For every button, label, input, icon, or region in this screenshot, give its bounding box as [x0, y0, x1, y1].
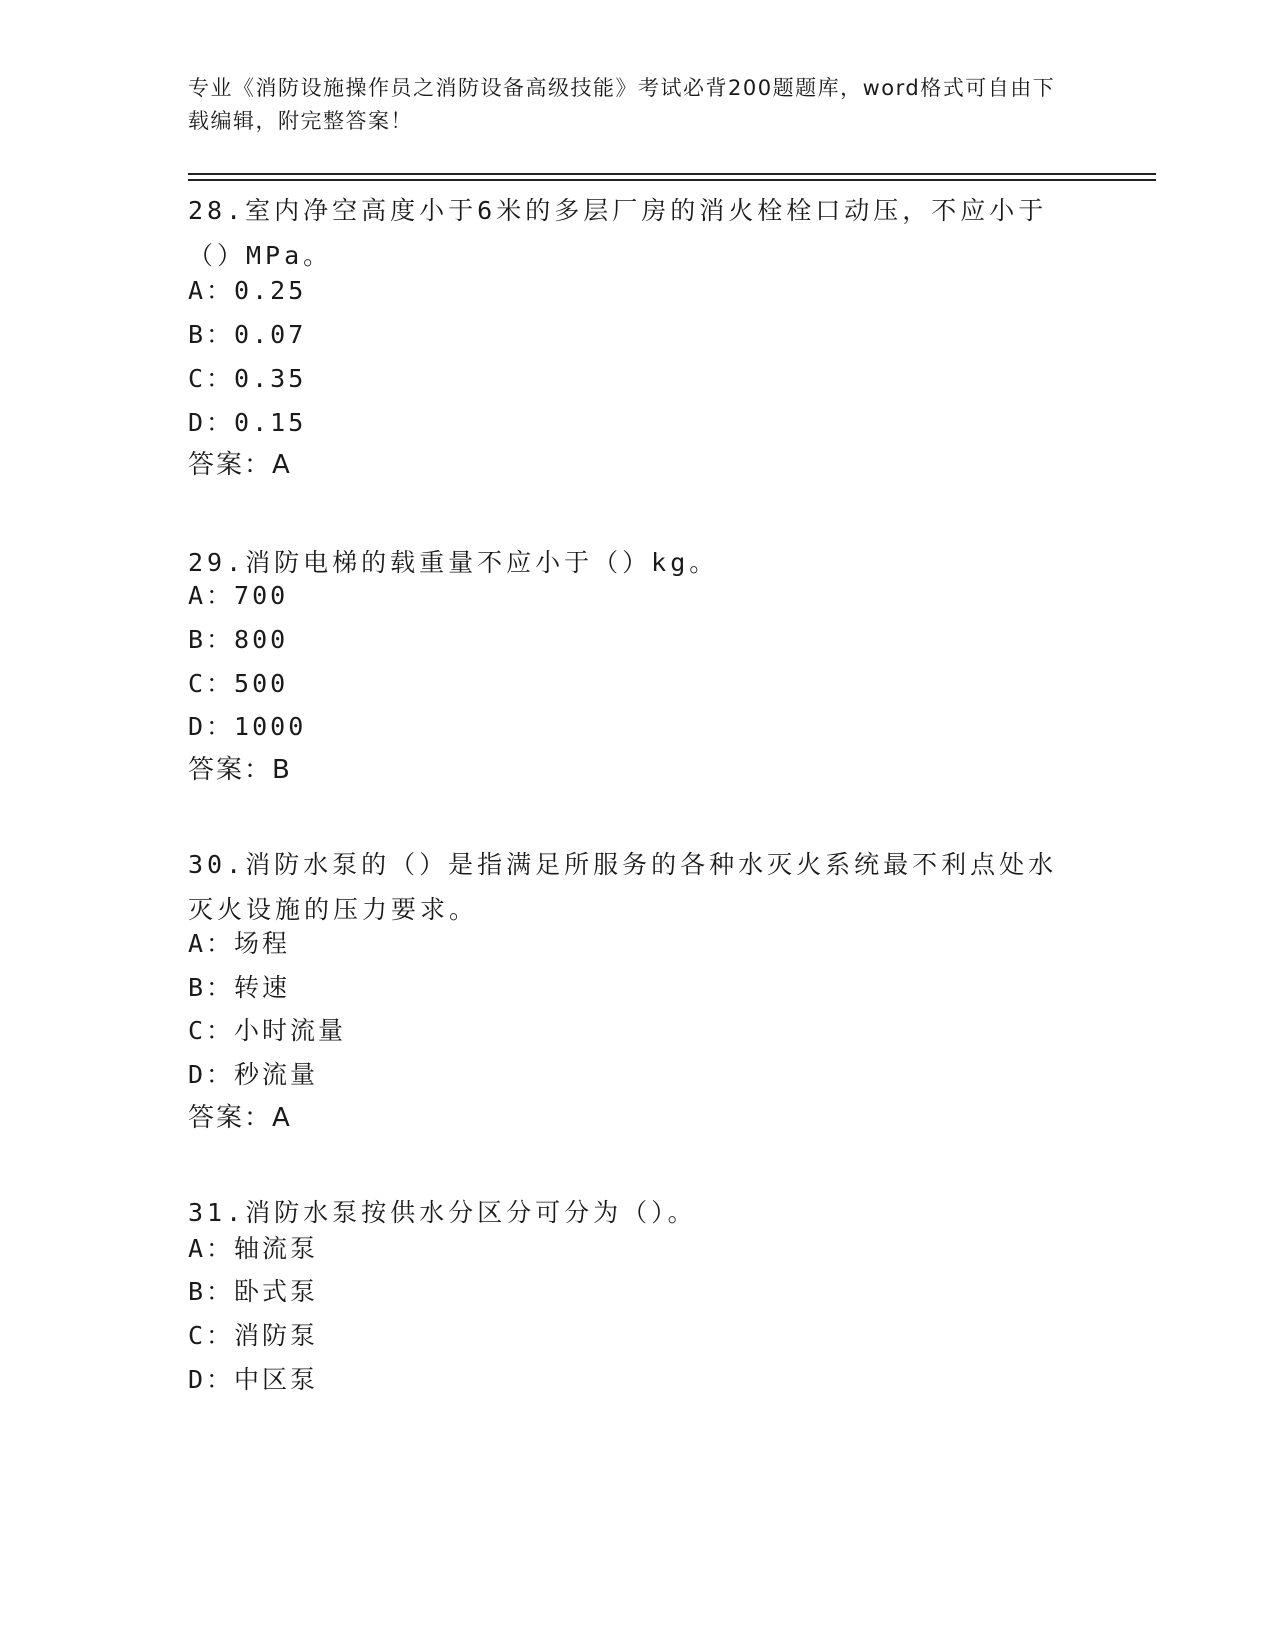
header-rule-top — [188, 173, 1156, 175]
option-a: A：700 — [188, 581, 289, 610]
option-a: A：轴流泵 — [188, 1234, 319, 1263]
option-b: B：0.07 — [188, 320, 307, 349]
answer: 答案：A — [188, 450, 292, 480]
question-stem-28: 28.室内净空高度小于6米的多层厂房的消火栓栓口动压，不应小于（）MPa。 — [188, 196, 1048, 270]
option-d: D：秒流量 — [188, 1060, 319, 1089]
option-a: A：0.25 — [188, 276, 307, 305]
option-c: C：小时流量 — [188, 1016, 347, 1045]
answer: 答案：B — [188, 755, 292, 785]
option-b: B：800 — [188, 625, 289, 654]
option-d: D：中区泵 — [188, 1365, 319, 1394]
option-d: D：1000 — [188, 712, 307, 741]
question-stem-30: 30.消防水泵的（）是指满足所服务的各种水灭火系统最不利点处水灭火设施的压力要求。 — [188, 850, 1058, 924]
document-header: 专业《消防设施操作员之消防设备高级技能》考试必背200题题库，word格式可自由下载编辑，附完整答案！ — [188, 76, 1056, 133]
answer: 答案：A — [188, 1103, 292, 1133]
option-c: C：500 — [188, 669, 289, 698]
question-stem-29: 29.消防电梯的载重量不应小于（）kg。 — [188, 548, 719, 577]
option-a: A：场程 — [188, 929, 291, 958]
question-stem-31: 31.消防水泵按供水分区分可分为（）。 — [188, 1198, 697, 1227]
option-c: C：0.35 — [188, 364, 307, 393]
option-d: D：0.15 — [188, 408, 307, 437]
option-b: B：卧式泵 — [188, 1277, 319, 1306]
option-b: B：转速 — [188, 973, 291, 1002]
header-rule-bottom — [188, 179, 1156, 181]
option-c: C：消防泵 — [188, 1321, 319, 1350]
